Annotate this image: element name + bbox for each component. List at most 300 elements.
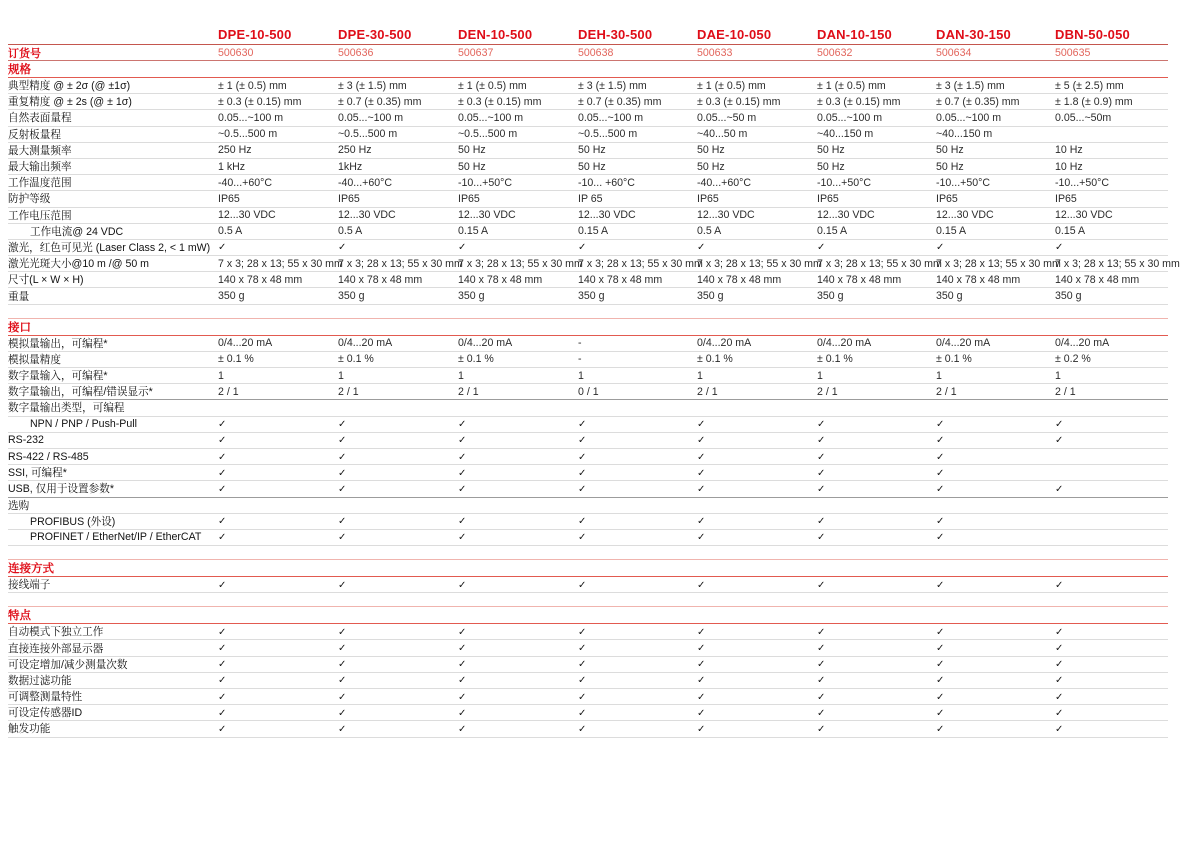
cell-value: 7 x 3; 28 x 13; 55 x 30 mm (697, 257, 822, 270)
check-icon: ✓ (1055, 419, 1064, 431)
check-icon: ✓ (338, 532, 347, 544)
check-icon: ✓ (458, 242, 467, 254)
spec-row (8, 288, 1168, 304)
row-label: 可设定传感器ID (8, 707, 83, 720)
cell-value: 50 Hz (697, 160, 725, 173)
cell-value: -40...+60°C (218, 176, 272, 189)
spec-row (8, 481, 1168, 497)
spec-row (8, 514, 1168, 530)
check-icon: ✓ (1055, 643, 1064, 655)
cell-value: IP65 (1055, 192, 1077, 205)
row-label: 最大测量频率 (8, 144, 72, 157)
cell-value: 7 x 3; 28 x 13; 55 x 30 mm (338, 257, 463, 270)
check-icon: ✓ (817, 532, 826, 544)
cell-value: ± 0.1 % (697, 353, 733, 366)
cell-value: 0.15 A (458, 225, 489, 238)
check-icon: ✓ (697, 659, 706, 671)
check-icon: ✓ (578, 707, 587, 719)
order-number: 500634 (936, 47, 972, 59)
cell-value: 2 / 1 (697, 385, 718, 398)
row-label: 数字量输出，可编程/错误显示* (8, 386, 153, 399)
cell-value: ~40...150 m (817, 128, 874, 141)
check-icon: ✓ (338, 579, 347, 591)
cell-value: 1 kHz (218, 160, 246, 173)
check-icon: ✓ (817, 659, 826, 671)
check-icon: ✓ (817, 643, 826, 655)
check-icon: ✓ (817, 707, 826, 719)
check-icon: ✓ (697, 532, 706, 544)
order-number: 500637 (458, 47, 494, 59)
check-icon: ✓ (218, 659, 227, 671)
cell-value: 50 Hz (697, 144, 725, 157)
cell-value: 50 Hz (458, 144, 486, 157)
row-label: 数字量输入，可编程* (8, 370, 108, 383)
check-icon: ✓ (458, 723, 467, 735)
check-icon: ✓ (936, 435, 945, 447)
check-icon: ✓ (936, 675, 945, 687)
cell-value: 0.15 A (578, 225, 609, 238)
check-icon: ✓ (817, 579, 826, 591)
check-icon: ✓ (458, 467, 467, 479)
cell-value: 350 g (817, 290, 844, 303)
cell-value: 1 (218, 369, 224, 382)
cell-value: 0.05...~100 m (817, 111, 883, 124)
order-number-row (8, 45, 1168, 61)
cell-value: 1 (817, 369, 823, 382)
cell-value: 0.15 A (817, 225, 848, 238)
order-number: 500638 (578, 47, 614, 59)
model-header: DPE-10-500 (218, 27, 292, 42)
cell-value: 0.5 A (697, 225, 722, 238)
row-label: PROFINET / EtherNet/IP / EtherCAT (30, 531, 202, 544)
cell-value: 2 / 1 (338, 385, 359, 398)
check-icon: ✓ (936, 532, 945, 544)
cell-value: 0.05...~50m (1055, 111, 1112, 124)
cell-value: ± 0.2 % (1055, 353, 1091, 366)
check-icon: ✓ (817, 723, 826, 735)
cell-value: 50 Hz (936, 144, 964, 157)
cell-value: ± 0.7 (± 0.35) mm (338, 95, 422, 108)
cell-value: IP65 (936, 192, 958, 205)
cell-value: ± 1 (± 0.5) mm (458, 79, 527, 92)
model-header: DAE-10-050 (697, 27, 772, 42)
check-icon: ✓ (697, 579, 706, 591)
order-number: 500633 (697, 47, 733, 59)
section-title: 规格 (8, 64, 31, 76)
cell-value: 0/4...20 mA (218, 337, 273, 350)
model-header: DAN-30-150 (936, 27, 1011, 42)
cell-value: 12...30 VDC (458, 209, 516, 222)
cell-value: 0/4...20 mA (697, 337, 752, 350)
spec-row (8, 256, 1180, 272)
check-icon: ✓ (218, 723, 227, 735)
row-label: 直接连接外部显示器 (8, 642, 104, 655)
row-label: 工作温度范围 (8, 177, 72, 190)
check-icon: ✓ (578, 532, 587, 544)
cell-value: ± 0.1 % (218, 353, 254, 366)
cell-value: 0/4...20 mA (817, 337, 872, 350)
cell-value: -10...+50°C (458, 176, 512, 189)
cell-value: 7 x 3; 28 x 13; 55 x 30 mm (936, 257, 1061, 270)
order-number: 500635 (1055, 47, 1091, 59)
cell-value: 0.05...~100 m (338, 111, 404, 124)
cell-value: 12...30 VDC (1055, 209, 1113, 222)
spec-table (8, 26, 1180, 738)
order-label: 订货号 (8, 48, 41, 60)
cell-value: -40...+60°C (338, 176, 392, 189)
row-label: RS-232 (8, 434, 44, 447)
cell-value: - (578, 353, 582, 366)
check-icon: ✓ (338, 419, 347, 431)
check-icon: ✓ (697, 723, 706, 735)
cell-value: ~0.5...500 m (218, 128, 278, 141)
check-icon: ✓ (458, 643, 467, 655)
cell-value: ± 0.1 % (936, 353, 972, 366)
cell-value: 350 g (578, 290, 605, 303)
cell-value: ± 1.8 (± 0.9) mm (1055, 95, 1133, 108)
row-label: 最大输出频率 (8, 161, 72, 174)
check-icon: ✓ (817, 691, 826, 703)
cell-value: ± 0.1 % (458, 353, 494, 366)
check-icon: ✓ (1055, 435, 1064, 447)
cell-value: 7 x 3; 28 x 13; 55 x 30 mm (458, 257, 583, 270)
cell-value: IP65 (458, 192, 480, 205)
cell-value: 140 x 78 x 48 mm (578, 273, 663, 286)
cell-value: 250 Hz (218, 144, 252, 157)
check-icon: ✓ (817, 467, 826, 479)
cell-value: 0/4...20 mA (1055, 337, 1110, 350)
cell-value: 7 x 3; 28 x 13; 55 x 30 mm (1055, 257, 1180, 270)
cell-value: 140 x 78 x 48 mm (817, 273, 902, 286)
cell-value: 12...30 VDC (697, 209, 755, 222)
spec-row (8, 657, 1168, 673)
check-icon: ✓ (578, 691, 587, 703)
spec-row (8, 224, 1168, 240)
cell-value: IP65 (697, 192, 719, 205)
check-icon: ✓ (458, 626, 467, 638)
cell-value: 0.5 A (218, 225, 243, 238)
cell-value: ± 1 (± 0.5) mm (817, 79, 886, 92)
model-header: DEH-30-500 (578, 27, 653, 42)
row-label: SSI, 可编程* (8, 467, 67, 480)
check-icon: ✓ (458, 707, 467, 719)
check-icon: ✓ (1055, 579, 1064, 591)
row-label: 尺寸(L × W × H) (8, 274, 84, 287)
check-icon: ✓ (1055, 707, 1064, 719)
check-icon: ✓ (338, 467, 347, 479)
cell-value: 1 (1055, 369, 1061, 382)
check-icon: ✓ (697, 691, 706, 703)
check-icon: ✓ (1055, 675, 1064, 687)
check-icon: ✓ (936, 659, 945, 671)
order-number: 500636 (338, 47, 374, 59)
check-icon: ✓ (1055, 723, 1064, 735)
check-icon: ✓ (697, 467, 706, 479)
cell-value: 50 Hz (817, 144, 845, 157)
cell-value: IP65 (218, 192, 240, 205)
cell-value: 10 Hz (1055, 160, 1083, 173)
row-label: PROFIBUS (外设) (30, 515, 116, 528)
check-icon: ✓ (697, 435, 706, 447)
cell-value: 50 Hz (578, 160, 606, 173)
section-title-row (8, 318, 1168, 336)
row-label: 数据过滤功能 (8, 674, 72, 687)
cell-value: -40...+60°C (697, 176, 751, 189)
spec-row (8, 352, 1168, 368)
check-icon: ✓ (697, 707, 706, 719)
check-icon: ✓ (458, 435, 467, 447)
spec-row (8, 159, 1168, 175)
spec-row (8, 624, 1168, 640)
cell-value: 50 Hz (578, 144, 606, 157)
check-icon: ✓ (458, 579, 467, 591)
spec-row (8, 384, 1168, 400)
cell-value: 7 x 3; 28 x 13; 55 x 30 mm (578, 257, 703, 270)
check-icon: ✓ (218, 532, 227, 544)
cell-value: 12...30 VDC (338, 209, 396, 222)
check-icon: ✓ (578, 435, 587, 447)
cell-value: IP65 (338, 192, 360, 205)
cell-value: IP 65 (578, 192, 603, 205)
model-header-row (8, 26, 1168, 45)
cell-value: 2 / 1 (458, 385, 479, 398)
spec-row (8, 689, 1168, 705)
check-icon: ✓ (218, 643, 227, 655)
check-icon: ✓ (338, 659, 347, 671)
check-icon: ✓ (817, 675, 826, 687)
spec-row (8, 272, 1168, 288)
check-icon: ✓ (936, 451, 945, 463)
row-label: 选购 (8, 499, 30, 512)
cell-value: 2 / 1 (1055, 385, 1076, 398)
spec-row (8, 191, 1168, 207)
check-icon: ✓ (817, 451, 826, 463)
cell-value: 350 g (338, 290, 365, 303)
row-label: 重量 (8, 290, 30, 303)
row-label: 重复精度 @ ± 2s (@ ± 1σ) (8, 96, 132, 109)
cell-value: 0.05...~100 m (458, 111, 524, 124)
check-icon: ✓ (697, 242, 706, 254)
check-icon: ✓ (817, 626, 826, 638)
check-icon: ✓ (578, 419, 587, 431)
check-icon: ✓ (936, 707, 945, 719)
spec-row (8, 530, 1168, 546)
check-icon: ✓ (338, 643, 347, 655)
spec-row (8, 497, 1168, 514)
cell-value: ± 0.1 % (817, 353, 853, 366)
check-icon: ✓ (218, 626, 227, 638)
cell-value: 10 Hz (1055, 144, 1083, 157)
check-icon: ✓ (936, 419, 945, 431)
cell-value: 140 x 78 x 48 mm (697, 273, 782, 286)
section-title: 接口 (8, 321, 31, 334)
check-icon: ✓ (1055, 659, 1064, 671)
cell-value: 1 (697, 369, 703, 382)
cell-value: 0.15 A (936, 225, 967, 238)
cell-value: 140 x 78 x 48 mm (218, 273, 303, 286)
check-icon: ✓ (817, 419, 826, 431)
cell-value: ± 0.3 (± 0.15) mm (817, 95, 901, 108)
cell-value: 12...30 VDC (817, 209, 875, 222)
cell-value: 0.05...~100 m (578, 111, 644, 124)
check-icon: ✓ (458, 532, 467, 544)
cell-value: ~0.5...500 m (578, 128, 638, 141)
cell-value: 1 (338, 369, 344, 382)
section-title-row (8, 559, 1168, 577)
check-icon: ✓ (578, 723, 587, 735)
check-icon: ✓ (817, 483, 826, 495)
check-icon: ✓ (936, 467, 945, 479)
row-label: 工作电压范围 (8, 209, 72, 222)
row-label: 工作电流@ 24 VDC (30, 225, 124, 238)
cell-value: ± 0.7 (± 0.35) mm (578, 95, 662, 108)
section (8, 559, 1168, 593)
model-header: DEN-10-500 (458, 27, 533, 42)
spec-row (8, 175, 1168, 191)
row-label: 数字量输出类型，可编程 (8, 402, 125, 415)
row-label: 可调整测量特性 (8, 691, 83, 704)
cell-value: IP65 (817, 192, 839, 205)
cell-value: 7 x 3; 28 x 13; 55 x 30 mm (218, 257, 343, 270)
cell-value: 50 Hz (936, 160, 964, 173)
check-icon: ✓ (1055, 483, 1064, 495)
cell-value: 350 g (936, 290, 963, 303)
row-label: RS-422 / RS-485 (8, 450, 89, 463)
check-icon: ✓ (218, 691, 227, 703)
cell-value: -10... +60°C (578, 176, 635, 189)
check-icon: ✓ (458, 451, 467, 463)
spec-row (8, 94, 1168, 110)
check-icon: ✓ (338, 451, 347, 463)
model-header: DAN-10-150 (817, 27, 892, 42)
check-icon: ✓ (578, 626, 587, 638)
cell-value: 140 x 78 x 48 mm (458, 273, 543, 286)
cell-value: -10...+50°C (817, 176, 871, 189)
cell-value: 50 Hz (458, 160, 486, 173)
section (8, 318, 1168, 546)
check-icon: ✓ (578, 516, 587, 528)
check-icon: ✓ (218, 579, 227, 591)
spec-row (8, 78, 1168, 94)
cell-value: 2 / 1 (218, 385, 239, 398)
check-icon: ✓ (458, 516, 467, 528)
check-icon: ✓ (338, 723, 347, 735)
check-icon: ✓ (936, 516, 945, 528)
cell-value: ~40...50 m (697, 128, 748, 141)
check-icon: ✓ (338, 483, 347, 495)
cell-value: 350 g (697, 290, 724, 303)
spec-row (8, 465, 1168, 481)
cell-value: ~0.5...500 m (338, 128, 398, 141)
check-icon: ✓ (218, 483, 227, 495)
cell-value: 50 Hz (817, 160, 845, 173)
row-label: 激光，红色可见光 (Laser Class 2, < 1 mW) (8, 241, 211, 254)
cell-value: 0/4...20 mA (458, 337, 513, 350)
cell-value: 12...30 VDC (936, 209, 994, 222)
cell-value: 12...30 VDC (578, 209, 636, 222)
cell-value: -10...+50°C (936, 176, 990, 189)
row-label: 模拟量输出，可编程* (8, 337, 108, 350)
cell-value: 0.15 A (1055, 225, 1086, 238)
check-icon: ✓ (936, 579, 945, 591)
row-label: 自然表面量程 (8, 112, 72, 125)
check-icon: ✓ (218, 451, 227, 463)
row-label: 防护等级 (8, 193, 51, 206)
cell-value: ± 3 (± 1.5) mm (936, 79, 1005, 92)
spec-row (8, 433, 1168, 449)
section-title-row (8, 606, 1168, 624)
row-label: NPN / PNP / Push-Pull (30, 418, 137, 431)
cell-value: 0.05...~100 m (218, 111, 284, 124)
cell-value: ± 0.7 (± 0.35) mm (936, 95, 1020, 108)
cell-value: 0 / 1 (578, 385, 599, 398)
cell-value: ± 3 (± 1.5) mm (578, 79, 647, 92)
cell-value: ± 5 (± 2.5) mm (1055, 79, 1124, 92)
cell-value: 12...30 VDC (218, 209, 276, 222)
check-icon: ✓ (458, 691, 467, 703)
cell-value: 0/4...20 mA (338, 337, 393, 350)
cell-value: 350 g (1055, 290, 1082, 303)
check-icon: ✓ (338, 691, 347, 703)
section-title: 连接方式 (8, 563, 54, 576)
row-label: USB, 仅用于设置参数* (8, 483, 114, 496)
cell-value: ± 0.3 (± 0.15) mm (218, 95, 302, 108)
check-icon: ✓ (338, 626, 347, 638)
check-icon: ✓ (578, 579, 587, 591)
check-icon: ✓ (218, 435, 227, 447)
spec-row (8, 143, 1168, 159)
check-icon: ✓ (697, 675, 706, 687)
row-label: 典型精度 @ ± 2σ (@ ±1σ) (8, 80, 131, 93)
check-icon: ✓ (578, 659, 587, 671)
check-icon: ✓ (697, 643, 706, 655)
row-label: 触发功能 (8, 723, 51, 736)
cell-value: 7 x 3; 28 x 13; 55 x 30 mm (817, 257, 942, 270)
cell-value: 0.05...~50 m (697, 111, 757, 124)
cell-value: ± 3 (± 1.5) mm (338, 79, 407, 92)
cell-value: 350 g (458, 290, 485, 303)
cell-value: 1 (458, 369, 464, 382)
spec-row (8, 127, 1168, 143)
section-title-row (8, 61, 1168, 78)
check-icon: ✓ (936, 626, 945, 638)
check-icon: ✓ (1055, 626, 1064, 638)
check-icon: ✓ (218, 419, 227, 431)
row-label: 激光光斑大小@10 m /@ 50 m (8, 258, 150, 271)
check-icon: ✓ (458, 483, 467, 495)
order-number: 500630 (218, 47, 254, 59)
cell-value: 1 (936, 369, 942, 382)
spec-row (8, 449, 1168, 465)
check-icon: ✓ (458, 675, 467, 687)
spec-row (8, 673, 1168, 689)
check-icon: ✓ (338, 516, 347, 528)
cell-value: ± 0.3 (± 0.15) mm (697, 95, 781, 108)
spec-row (8, 368, 1168, 384)
order-number: 500632 (817, 47, 853, 59)
cell-value: - (578, 337, 582, 350)
row-label: 接线端子 (8, 579, 51, 592)
cell-value: -10...+50°C (1055, 176, 1109, 189)
model-header: DPE-30-500 (338, 27, 412, 42)
cell-value: 0/4...20 mA (936, 337, 991, 350)
cell-value: ± 0.1 % (338, 353, 374, 366)
spec-row (8, 110, 1168, 126)
check-icon: ✓ (578, 483, 587, 495)
check-icon: ✓ (697, 483, 706, 495)
check-icon: ✓ (338, 242, 347, 254)
check-icon: ✓ (817, 516, 826, 528)
